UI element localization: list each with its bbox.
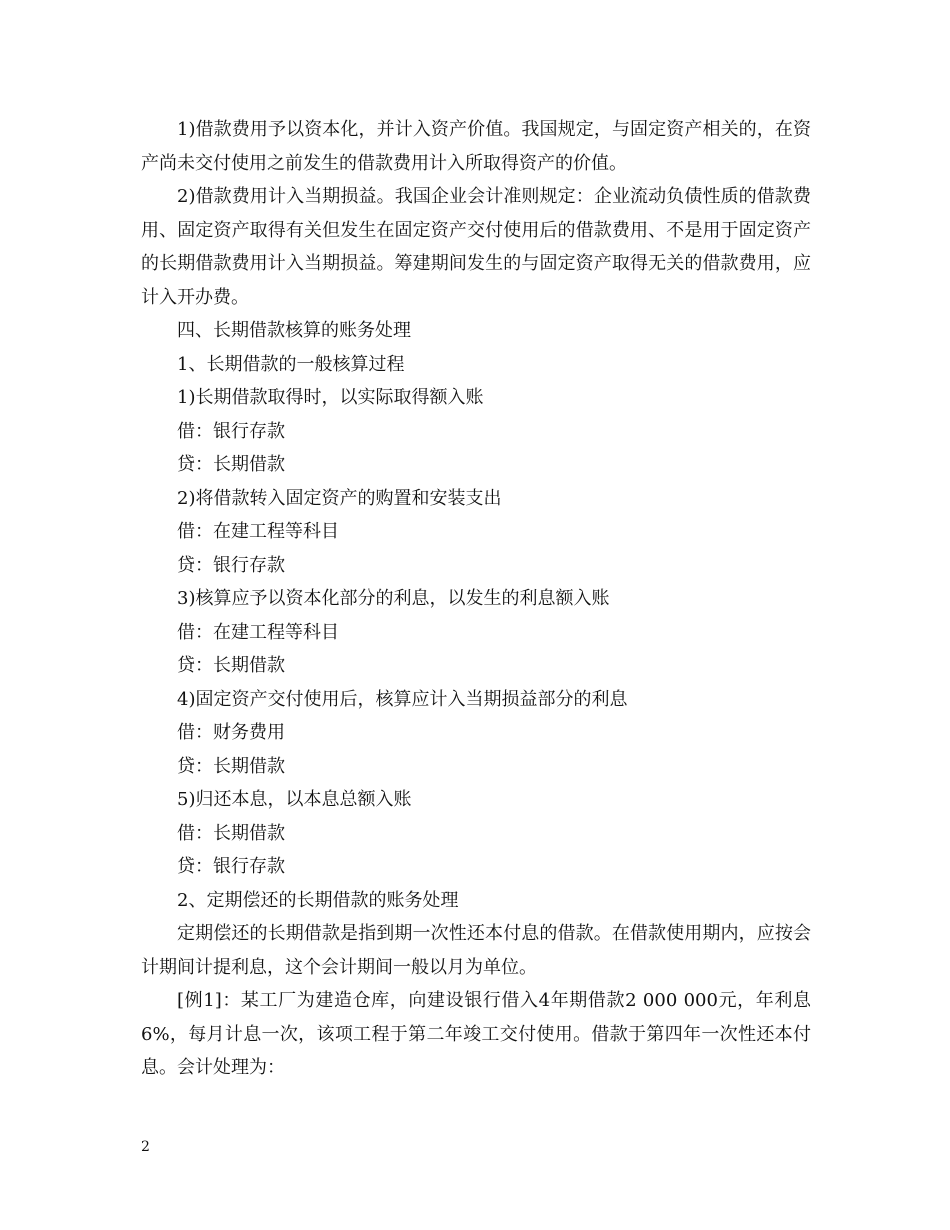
entry-debit: 借：在建工程等科目 [177,521,339,542]
entry-debit: 借：银行存款 [177,420,285,442]
paragraph-1: 1)借款费用予以资本化，并计入资产价值。我国规定，与固定资产相关的，在资产尚未交付使用之前发生的借款费用计入所取得资产的价值。 [141,119,811,174]
step-5: 5)归还本息，以本息总额入账 [177,789,412,810]
body-text [141,113,811,1085]
entry-debit: 借：财务费用 [177,722,285,743]
subsection-heading: 1、长期借款的一般核算过程 [177,353,405,375]
entry-credit: 贷：长期借款 [177,755,285,777]
entry-credit: 贷：长期借款 [177,454,285,475]
step-4: 4)固定资产交付使用后，核算应计入当期损益部分的利息 [177,688,628,710]
page-number: 2 [141,1139,150,1155]
paragraph-example: [例1]：某工厂为建造仓库，向建设银行借入4年期借款2 000 000元，年利息6%，每月计息一次，该项工程于第二年竣工交付使用。借款于第四年一次性还本付息。会计处理为： [141,990,811,1078]
paragraph-definition: 定期偿还的长期借款是指到期一次性还本付息的借款。在借款使用期内，应按会计期间计提利息，这个会计期间一般以月为单位。 [141,923,811,978]
step-1: 1)长期借款取得时，以实际取得额入账 [177,387,484,408]
section-heading: 四、长期借款核算的账务处理 [177,320,411,341]
entry-credit: 贷：长期借款 [177,655,285,676]
entry-debit: 借：在建工程等科目 [177,621,339,643]
step-3: 3)核算应予以资本化部分的利息，以发生的利息额入账 [177,588,610,609]
subsection-heading: 2、定期偿还的长期借款的账务处理 [177,889,459,911]
paragraph-2: 2)借款费用计入当期损益。我国企业会计准则规定：企业流动负债性质的借款费用、固定资产取得有关但发生在固定资产交付使用后的借款费用、不是用于固定资产的长期借款费用计入当期损益。筹建期间发生的与固定资产取得无关的借款费用，应计入开办费。 [141,186,811,308]
entry-credit: 贷：银行存款 [177,554,285,576]
entry-credit: 贷：银行存款 [177,856,285,877]
step-2: 2)将借款转入固定资产的购置和安装支出 [177,487,502,509]
entry-debit: 借：长期借款 [177,822,285,844]
